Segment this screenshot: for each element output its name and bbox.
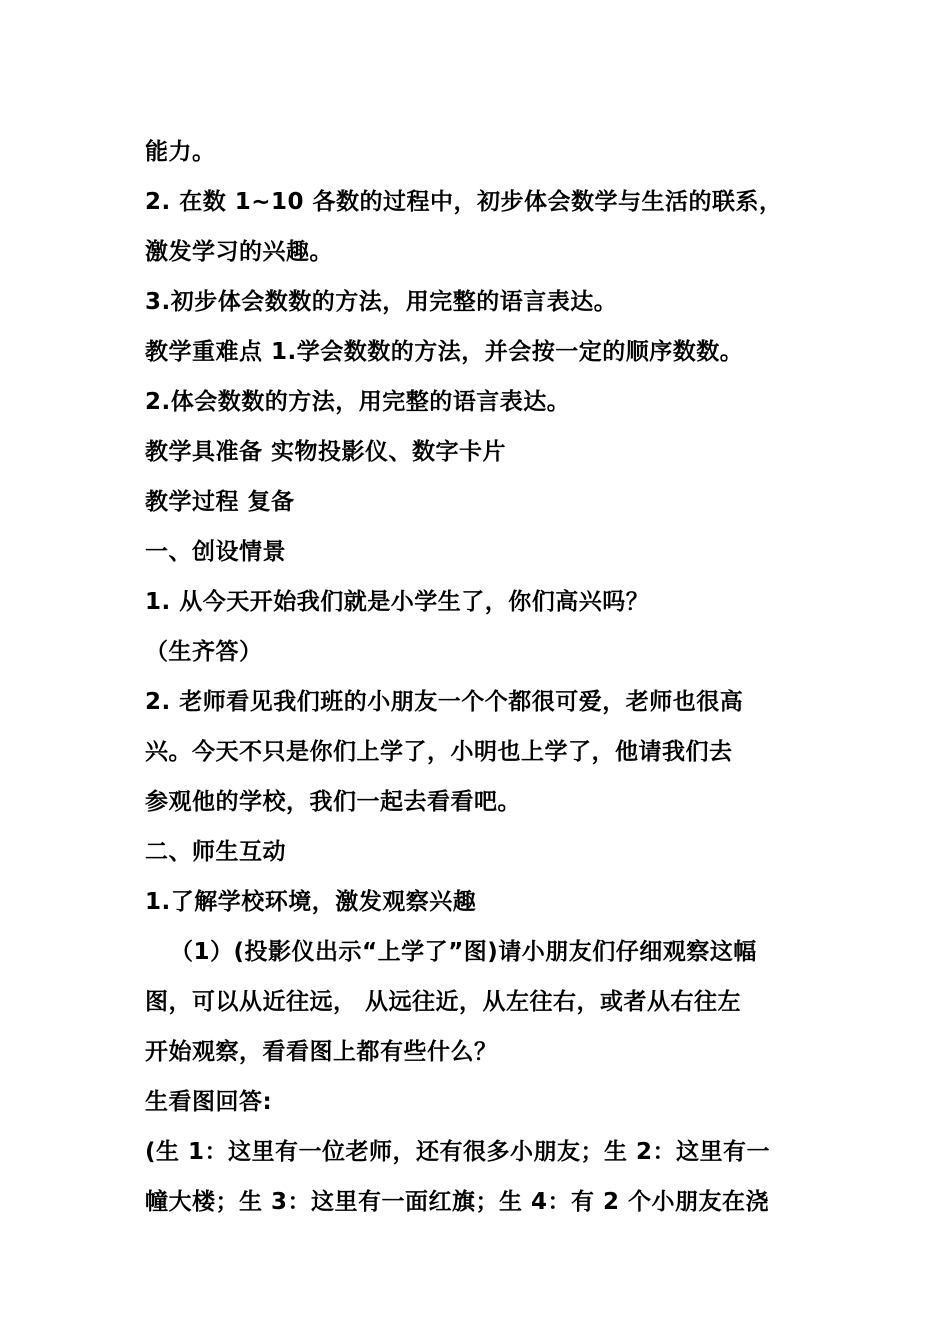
text-line: （生齐答） bbox=[145, 639, 263, 665]
text-line: 激发学习的兴趣。 bbox=[145, 239, 333, 265]
text-line: 生看图回答: bbox=[145, 1089, 273, 1115]
text-line: 参观他的学校，我们一起去看看吧。 bbox=[145, 789, 521, 815]
text-line: 2. 老师看见我们班的小朋友一个个都很可爱，老师也很高 bbox=[145, 689, 744, 715]
text-line: 开始观察，看看图上都有些什么？ bbox=[145, 1039, 498, 1065]
text-line: 1.了解学校环境，激发观察兴趣 bbox=[145, 889, 477, 915]
text-line: 图，可以从近往远， 从远往近，从左往右，或者从右往左 bbox=[145, 989, 742, 1015]
text-line: 教学过程 复备 bbox=[145, 489, 295, 515]
text-line: （1）(投影仪出示“上学了”图)请小朋友们仔细观察这幅 bbox=[170, 939, 757, 965]
section-heading: 一、创设情景 bbox=[145, 539, 286, 565]
text-line: 3.初步体会数数的方法，用完整的语言表达。 bbox=[145, 289, 618, 315]
text-line: 教学重难点 1.学会数数的方法，并会按一定的顺序数数。 bbox=[145, 339, 744, 365]
text-line: 教学具准备 实物投影仪、数字卡片 bbox=[145, 439, 507, 465]
text-line: 兴。今天不只是你们上学了，小明也上学了，他请我们去 bbox=[145, 739, 733, 765]
section-heading: 二、师生互动 bbox=[145, 839, 286, 865]
text-line: 1. 从今天开始我们就是小学生了，你们高兴吗？ bbox=[145, 589, 650, 615]
text-line: 能力。 bbox=[145, 139, 216, 165]
text-line: 幢大楼；生 3：这里有一面红旗；生 4：有 2 个小朋友在浇 bbox=[145, 1189, 770, 1215]
text-line: 2.体会数数的方法，用完整的语言表达。 bbox=[145, 389, 571, 415]
text-line: 2. 在数 1~10 各数的过程中，初步体会数学与生活的联系， bbox=[145, 189, 783, 215]
text-line: (生 1：这里有一位老师，还有很多小朋友；生 2：这里有一 bbox=[145, 1139, 771, 1165]
